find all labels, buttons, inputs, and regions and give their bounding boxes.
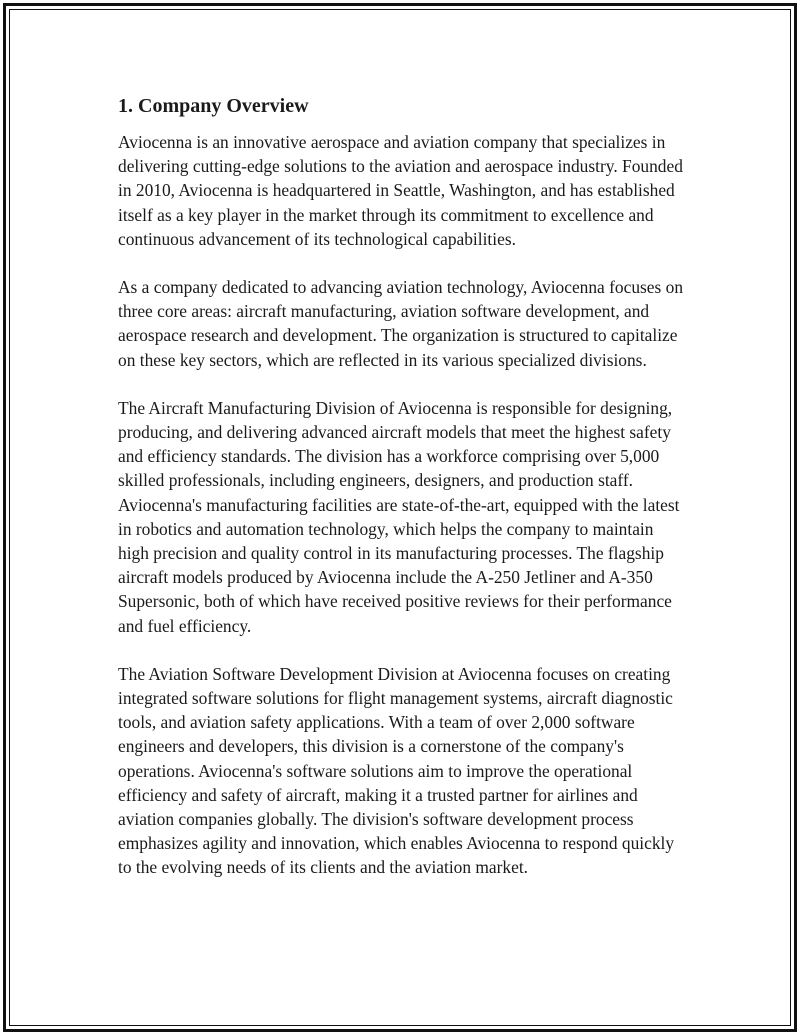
- section-heading: 1. Company Overview: [118, 95, 309, 117]
- document-body: [118, 92, 684, 904]
- paragraph-overview: Aviocenna is an innovative aerospace and aviation company that specializes in delivering cutting-edge solutions to the aviation and aerospace industry. Founded in 2010, Aviocenna is headquartered in Seattle, Washington, and has established itself as a key player in the market through its commitment to excellence and continuous advancement of its technological capabilities.: [118, 132, 683, 249]
- paragraph-core-areas: As a company dedicated to advancing aviation technology, Aviocenna focuses on three core areas: aircraft manufacturing, aviation software development, and aerospace research and development. The organization is structured to capitalize on these key sectors, which are reflected in its various specialized divisions.: [118, 277, 684, 370]
- paragraph-manufacturing-division: The Aircraft Manufacturing Division of Aviocenna is responsible for designing, producing, and delivering advanced aircraft models that meet the highest safety and efficiency standards. The division has a workforce comprising over 5,000 skilled professionals, including engineers, designers, and production staff. Aviocenna's manufacturing facilities are state-of-the-art, equipped with the latest in robotics and automation technology, which helps the company to maintain high precision and quality control in its manufacturing processes. The flagship aircraft models produced by Aviocenna include the A-250 Jetliner and A-350 Supersonic, both of which have received positive reviews for their performance and fuel efficiency.: [118, 397, 680, 636]
- paragraph-software-division: The Aviation Software Development Division at Aviocenna focuses on creating integrated software solutions for flight management systems, aircraft diagnostic tools, and aviation safety applications. With a team of over 2,000 software engineers and developers, this division is a cornerstone of the company's operations. Aviocenna's software solutions aim to improve the operational efficiency and safety of aircraft, making it a trusted partner for airlines and aviation companies globally. The division's software development process emphasizes agility and innovation, which enables Aviocenna to respond quickly to the evolving needs of its clients and the aviation market.: [118, 663, 675, 878]
